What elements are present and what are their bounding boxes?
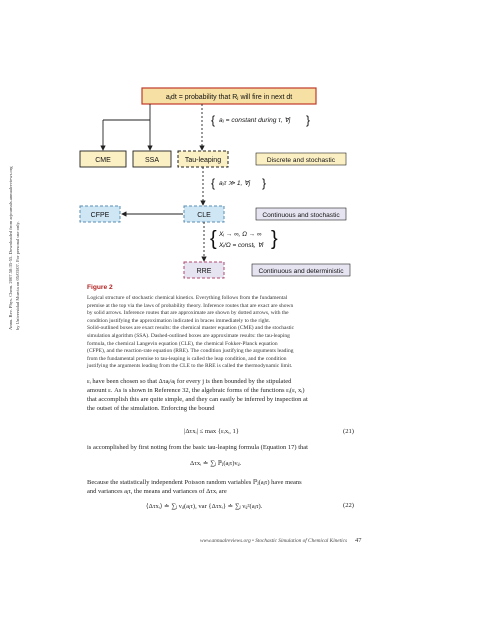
body-line: and variances aⱼτ, the means and variances of Δτxᵢ are bbox=[87, 488, 227, 495]
body-line: εᵢ have been chosen so that Δτaⱼ/aⱼ for every j is then bounded by the stipulated bbox=[87, 378, 292, 385]
caption-line: Solid-outlined boxes are exact results: the chemical master equation (CME) and the stochastic bbox=[87, 325, 295, 332]
body-line: that accomplish this are quite simple, and they can easily be inferred by inspection at bbox=[87, 396, 308, 403]
figure-caption bbox=[87, 295, 362, 371]
caption-line: condition justifying the approximation indicated in braces immediately to the right. bbox=[87, 317, 271, 324]
continuous-deterministic-label: Continuous and deterministic bbox=[258, 268, 344, 275]
equation-delta: Δτxᵢ ≐ ∑ⱼ ℙⱼ(aⱼτ)νᵢⱼ. bbox=[190, 460, 242, 467]
cond2-text: aⱼτ ≫ 1, ∀j bbox=[219, 180, 251, 187]
discrete-stochastic-label: Discrete and stochastic bbox=[266, 157, 336, 164]
body-line: the outset of the simulation. Enforcing the bound bbox=[87, 405, 215, 412]
cond3-line2: Xᵢ/Ω = constᵢ, ∀i bbox=[219, 242, 264, 249]
cond3-brace-right: } bbox=[271, 228, 278, 250]
cme-label: CME bbox=[95, 157, 111, 164]
cle-label: CLE bbox=[197, 212, 211, 219]
logic-diagram bbox=[0, 0, 485, 290]
cond3-line1: Xᵢ → ∞, Ω → ∞ bbox=[219, 231, 262, 238]
equation-21-number: (21) bbox=[343, 428, 354, 435]
caption-line: justifying the arguments leading from the CLE to the RRE is called the thermodynamic limit. bbox=[87, 363, 293, 370]
equation-21: |Δτxᵢ| ≤ max {εᵢxᵢ, 1} bbox=[184, 428, 239, 435]
cond1-text: aⱼ = constant during τ, ∀j bbox=[219, 117, 291, 124]
running-footer: www.annualreviews.org • Stochastic Simulation of Chemical Kinetics bbox=[200, 538, 348, 544]
caption-line: premise at the top via the laws of probability theory. Inference routes that are exact are shown bbox=[87, 302, 294, 309]
cond1-brace-right: } bbox=[306, 113, 311, 127]
cond2-brace-left: { bbox=[211, 176, 216, 190]
caption-line: Logical structure of stochastic chemical kinetics. Everything follows from the fundamental bbox=[87, 295, 288, 301]
continuous-stochastic-label: Continuous and stochastic bbox=[262, 212, 340, 219]
side-note-line2: by Universidad Murcia on 05/03/07. For personal use only. bbox=[15, 221, 20, 330]
equation-22: ⟨Δτxᵢ⟩ ≐ ∑ⱼ νᵢⱼ(aⱼτ), var {Δτxᵢ} ≐ ∑ⱼ νᵢⱼ²(aⱼτ). bbox=[146, 503, 263, 510]
equation-22-number: (22) bbox=[343, 502, 354, 509]
side-note-line1: Annu. Rev. Phys. Chem. 2007.58:35-55. Downloaded from arjournals.annualreviews.org bbox=[8, 166, 13, 330]
body-line: Because the statistically independent Poisson random variables ℙⱼ(aⱼτ) have means bbox=[87, 479, 302, 486]
cfpe-label: CFPE bbox=[90, 212, 110, 219]
tau-leaping-label: Tau-leaping bbox=[184, 157, 222, 164]
body-paragraph-3 bbox=[87, 478, 362, 496]
cond1-brace-left: { bbox=[211, 113, 216, 127]
figure-title: Figure 2 bbox=[87, 284, 113, 291]
cond3-brace-left: { bbox=[210, 228, 217, 250]
body-line: amount ε. As is shown in Reference 32, the algebraic forms of the functions εᵢ(ε, xᵢ) bbox=[87, 387, 305, 394]
rre-label: RRE bbox=[196, 268, 212, 275]
caption-line: (CFPE), and the reaction-rate equation (RRE). The condition justifying the arguments leading bbox=[87, 348, 294, 355]
cond2-brace-right: } bbox=[262, 176, 267, 190]
caption-line: by solid arrows. Inference routes that are approximate are shown by dotted arrows, with the bbox=[87, 310, 289, 317]
caption-line: simulation algorithm (SSA). Dashed-outlined boxes are approximate results: the tau-leaping bbox=[87, 332, 290, 339]
page-number: 47 bbox=[355, 537, 362, 544]
body-paragraph-2: is accomplished by first noting from the basic tau-leaping formula (Equation 17) that bbox=[87, 444, 308, 451]
body-paragraph-1 bbox=[87, 377, 362, 413]
premise-text: aⱼdt = probability that Rⱼ will fire in next dt bbox=[165, 94, 293, 101]
ssa-label: SSA bbox=[144, 157, 160, 164]
caption-line: from the fundamental premise to tau-leaping is called the leap condition, and the condition bbox=[87, 355, 287, 362]
caption-line: formula, the chemical Langevin equation (CLE), the chemical Fokker-Planck equation bbox=[87, 340, 278, 347]
